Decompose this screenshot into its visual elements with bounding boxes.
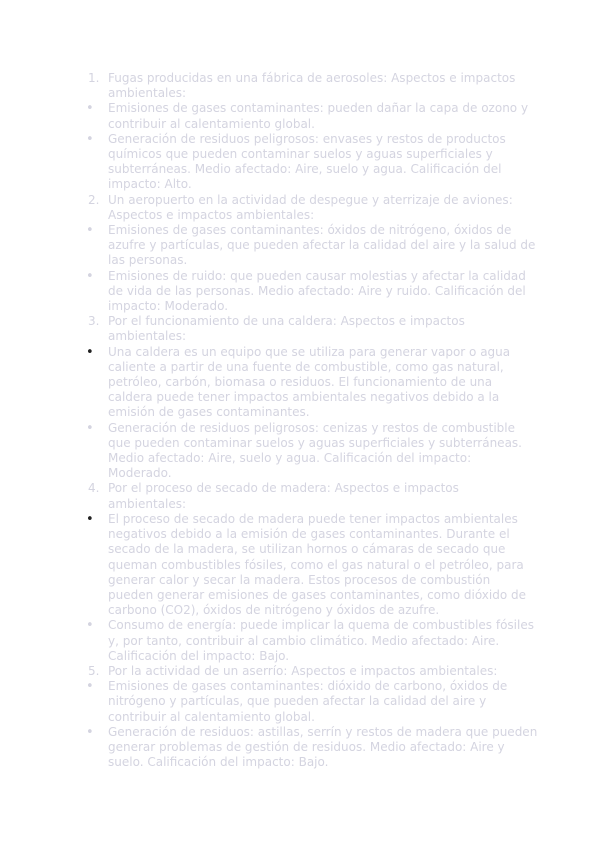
list-item-text: Emisiones de ruido: que pueden causar molestias y afectar la calidad de vida de las personas. Medio afectado: Aire y ruido. Calificación del impacto: Moderado. [108,268,526,314]
list-item-text: Emisiones de gases contaminantes: dióxido de carbono, óxidos de nitrógeno y partículas, que pueden afectar la calidad del aire y contribuir al calentamiento global. [108,679,508,724]
list-number: 4. [88,481,100,496]
list-item-text: Por el funcionamiento de una caldera: Aspectos e impactos ambientales: [108,314,465,344]
bullet-marker: • [86,268,94,284]
bullet-marker: • [86,101,94,117]
document-body [86,71,538,770]
bullet-marker: • [86,223,94,239]
list-number: 3. [88,314,100,329]
list-item-text: Emisiones de gases contaminantes: pueden dañar la capa de ozono y contribuir al calentamiento global. [108,101,529,131]
numbered-list-item [88,663,538,679]
list-item-text: Por el proceso de secado de madera: Aspectos e impactos ambientales: [108,481,459,511]
list-item-text: Generación de residuos peligrosos: envases y restos de productos químicos que pueden contaminar suelos y aguas superficiales y subterráneas. Medio afectado: Aire, suelo y agua. Calificación del impacto: Alto. [108,131,506,192]
bullet-list-item [86,679,538,725]
list-item-text: Un aeropuerto en la actividad de despegue y aterrizaje de aviones: Aspectos e impactos ambientales: [108,192,513,222]
list-item-text: El proceso de secado de madera puede tener impactos ambientales negativos debido a la emisión de gases contaminantes. Durante el secado de la madera, se utilizan hornos o cámaras de secado que queman combustibles fósiles, como el gas natural o el petróleo, para generar calor y secar la madera. Estos procesos de combustión pueden generar emisiones de gases contaminantes, como dióxido de carbono (CO2), óxidos de nitrógeno y óxidos de azufre. [108,511,527,618]
list-item-text: Consumo de energía: puede implicar la quema de combustibles fósiles y, por tanto, contribuir al cambio climático. Medio afectado: Aire. Calificación del impacto: Bajo. [108,618,534,663]
list-item-text: Generación de residuos peligrosos: cenizas y restos de combustible que pueden contaminar suelos y aguas superficiales y subterráneas. Medio afectado: Aire, suelo y agua. Calificación del impacto: Moderado. [108,420,522,481]
bullet-list-item [86,223,538,269]
numbered-list-item [88,481,538,511]
bullet-list-item [86,420,538,482]
list-item-text: Fugas producidas en una fábrica de aerosoles: Aspectos e impactos ambientales: [108,71,516,101]
bullet-list-item [86,618,538,664]
list-number: 1. [88,71,100,85]
numbered-list-item [88,71,538,101]
bullet-list-item [86,131,538,193]
list-number: 2. [88,192,100,207]
bullet-marker: • [86,420,94,436]
bullet-marker: • [86,511,94,527]
bullet-marker: • [86,131,94,147]
list-item-text: Emisiones de gases contaminantes: óxidos de nitrógeno, óxidos de azufre y partículas, que pueden afectar la calidad del aire y la salud de las personas. [108,223,536,268]
bullet-list-item [86,101,538,131]
list-number: 5. [88,663,100,678]
list-item-text: Generación de residuos: astillas, serrín y restos de madera que pueden generar problemas de gestión de residuos. Medio afectado: Aire y suelo. Calificación del impacto: Bajo. [108,724,538,770]
list-item-text: Por la actividad de un aserrío: Aspectos e impactos ambientales: [108,663,498,678]
list-item-text: Una caldera es un equipo que se utiliza para generar vapor o agua caliente a partir de una fuente de combustible, como gas natural, petróleo, carbón, biomasa o residuos. El funcionamiento de una caldera puede tener impactos ambientales negativos debido a la emisión de gases contaminantes. [108,344,511,420]
bullet-list-item [86,724,538,771]
bullet-marker: • [86,679,94,695]
numbered-list-item [88,314,538,344]
bullet-marker: • [86,344,94,360]
bullet-list-item [86,511,538,618]
bullet-marker: • [86,618,94,634]
bullet-list-item [86,344,538,421]
bullet-marker: • [86,724,94,740]
numbered-list-item [88,192,538,223]
bullet-list-item [86,268,538,315]
